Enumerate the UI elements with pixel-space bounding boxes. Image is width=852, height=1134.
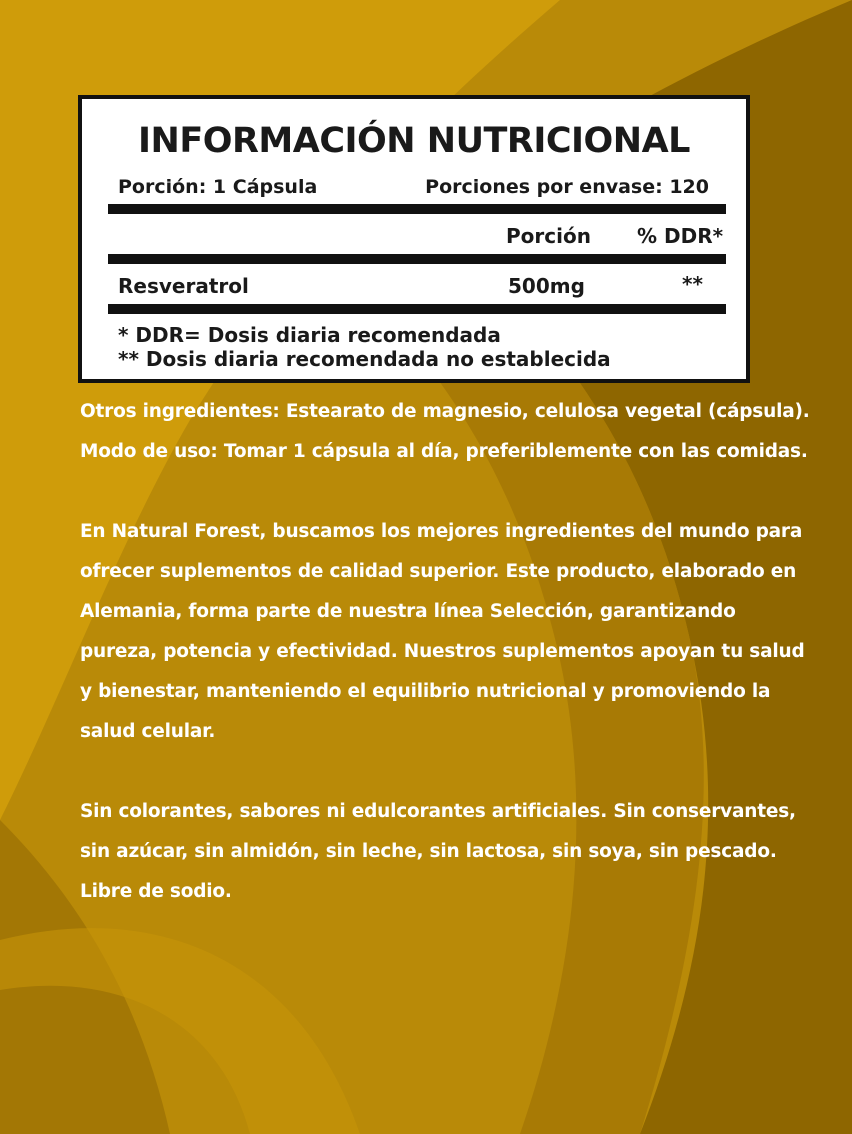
nutrient-name: Resveratrol (118, 274, 249, 298)
divider-thick (108, 254, 726, 264)
footnote-not-established: ** Dosis diaria recomendada no establecida (118, 347, 611, 371)
nutrient-ddr: ** (682, 272, 703, 296)
serving-size: Porción: 1 Cápsula (118, 176, 318, 198)
col-header-ddr: % DDR* (637, 224, 724, 248)
free-from-text: Sin colorantes, sabores ni edulcorantes artificiales. Sin conservantes, sin azúcar, sin almidón, sin leche, sin lactosa, sin soya, sin pescado. Libre de sodio. (80, 801, 796, 902)
divider-thick (108, 204, 726, 214)
nutrition-facts-panel (78, 95, 750, 383)
paragraph-spacer (80, 752, 810, 792)
other-ingredients-text: Otros ingredientes: Estearato de magnesio, celulosa vegetal (cápsula). (80, 401, 810, 422)
usage-text: Modo de uso: Tomar 1 cápsula al día, preferiblemente con las comidas. (80, 441, 808, 462)
servings-per-container: Porciones por envase: 120 (425, 176, 709, 198)
product-description (80, 392, 810, 912)
footnote-ddr: * DDR= Dosis diaria recomendada (118, 323, 501, 347)
paragraph-spacer (80, 472, 810, 512)
divider-thick (108, 304, 726, 314)
col-header-portion: Porción (506, 224, 591, 248)
nutrient-amount: 500mg (508, 274, 585, 298)
about-text: En Natural Forest, buscamos los mejores ingredientes del mundo para ofrecer suplementos de calidad superior. Este producto, elaborado en Alemania, forma parte de nuestra línea Selección, garantizando pureza, potencia y efectividad. Nuestros suplementos apoyan tu salud y bienestar, manteniendo el equilibrio nutricional y promoviendo la salud celular. (80, 521, 805, 742)
panel-title: INFORMACIÓN NUTRICIONAL (138, 121, 690, 161)
